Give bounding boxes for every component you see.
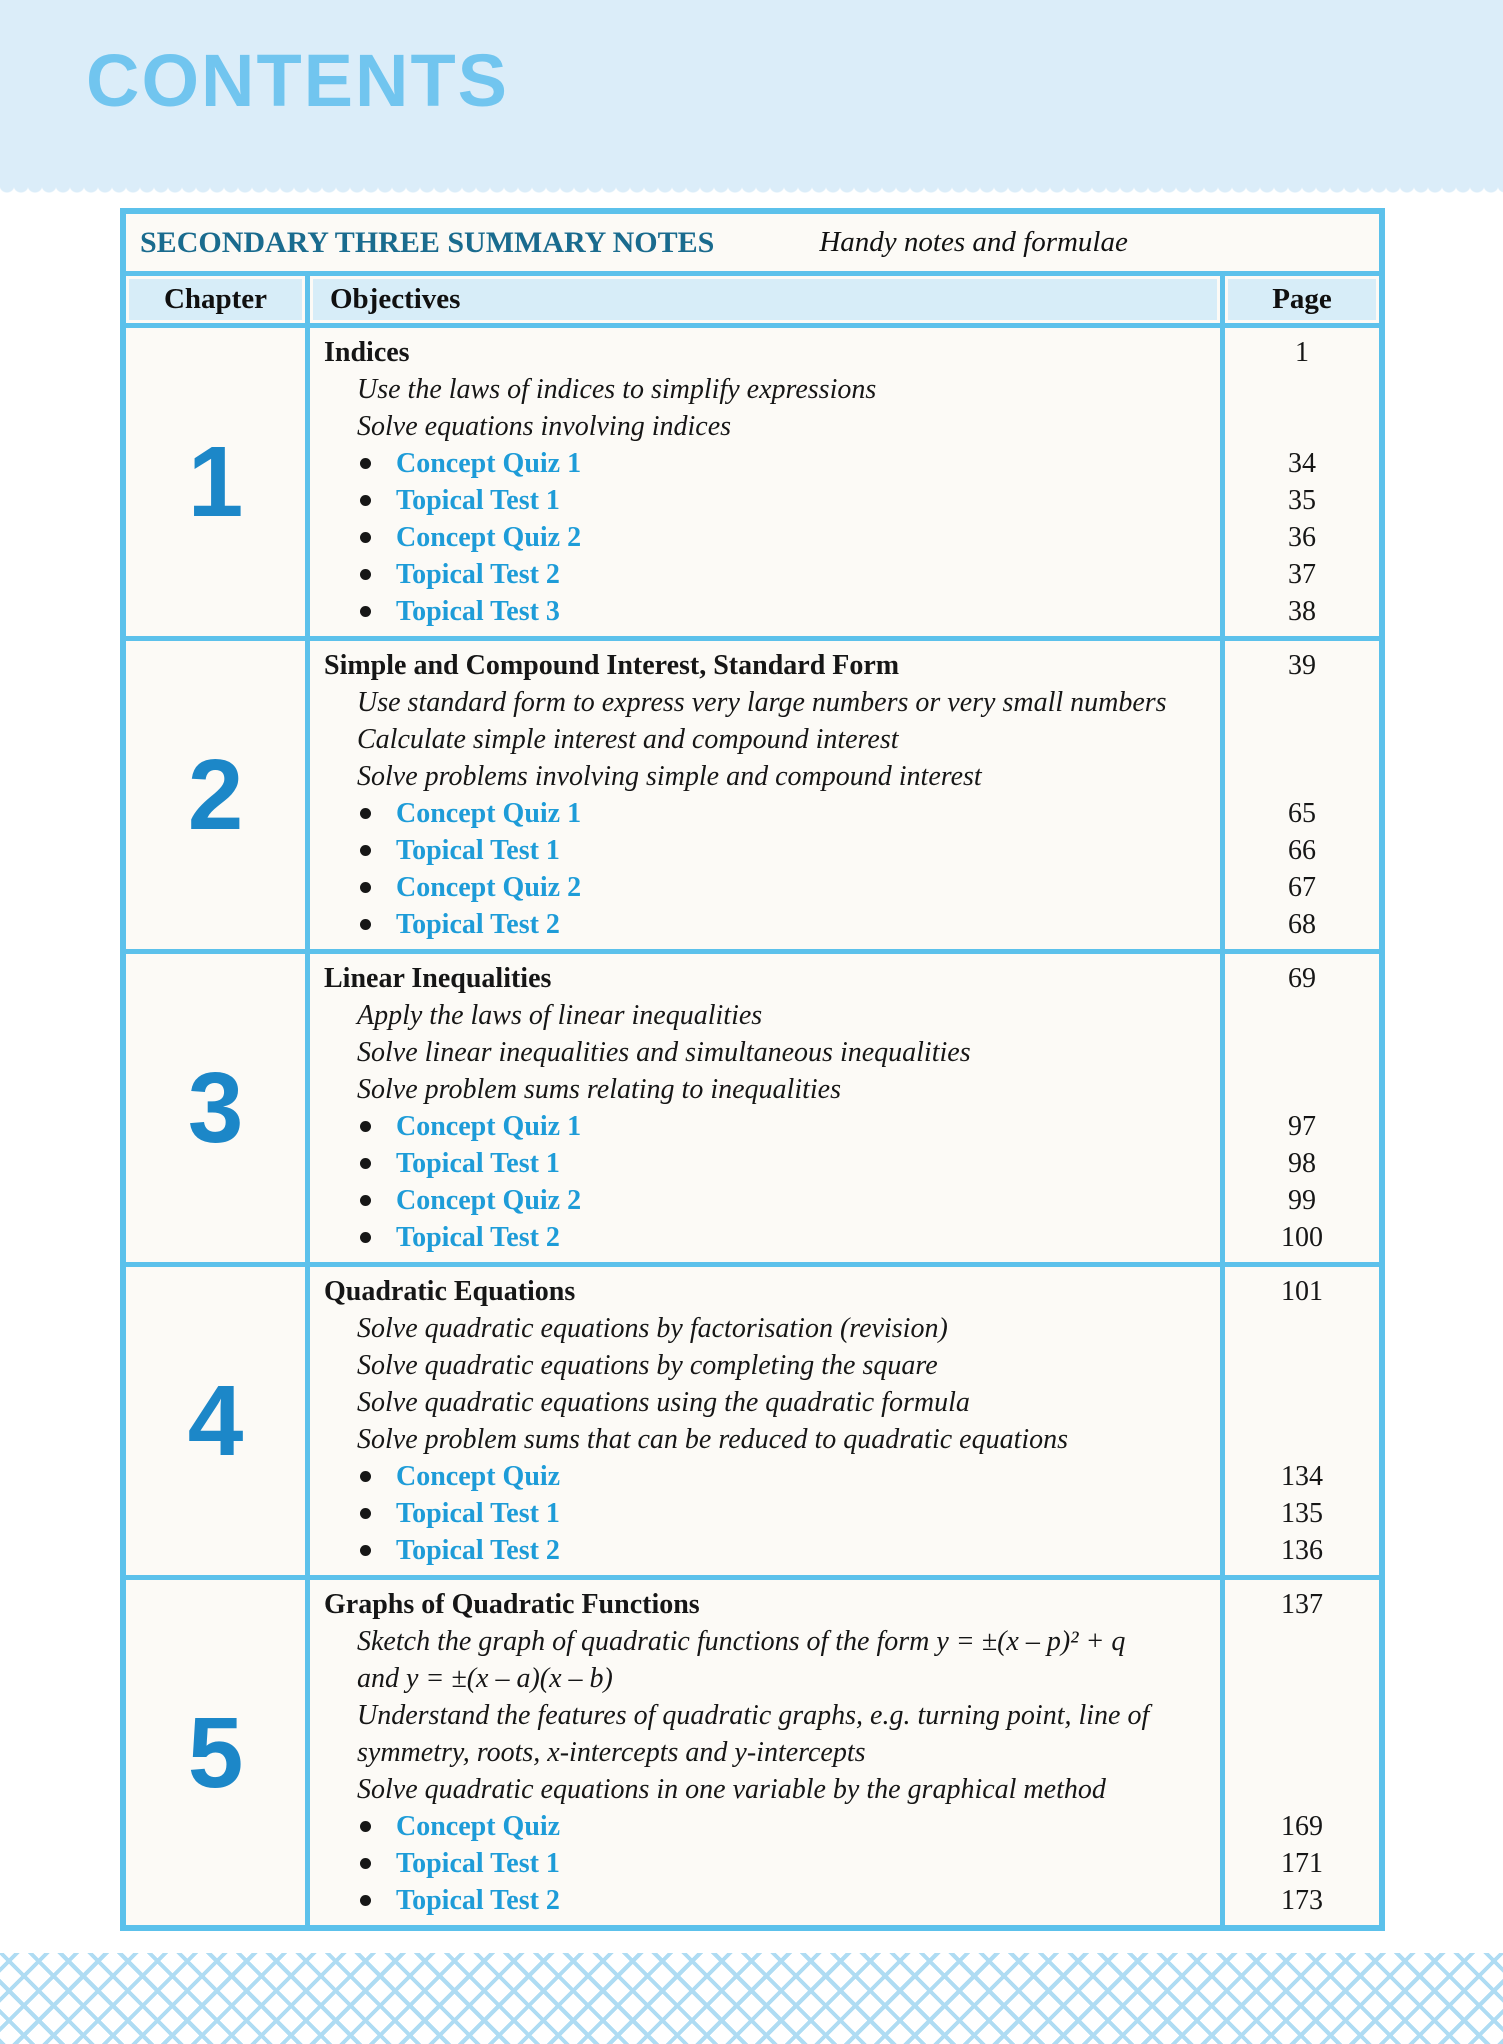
quiz-test-item: Topical Test 1	[324, 1495, 1220, 1532]
page-number: 98	[1288, 1148, 1316, 1179]
quiz-test-item: Concept Quiz 2	[324, 1182, 1220, 1219]
chapter-number-cell	[126, 1267, 310, 1575]
page-number: 38	[1288, 596, 1316, 627]
page-number	[1225, 1347, 1379, 1384]
page-number	[1225, 1071, 1379, 1108]
page-number: 134	[1281, 1461, 1323, 1492]
chapter-row	[126, 949, 1379, 1262]
page-number	[1225, 1310, 1379, 1347]
chapter-row	[126, 323, 1379, 636]
page-banner	[0, 0, 1503, 186]
objective-line: Solve quadratic equations by factorisation (revision)	[357, 1313, 948, 1344]
chapter-title: Quadratic Equations	[324, 1276, 576, 1307]
footer-lattice-pattern	[0, 1953, 1503, 2044]
table-header-row	[126, 271, 1379, 323]
page-number	[1225, 1384, 1379, 1421]
page-number: 66	[1288, 835, 1316, 866]
page-cell	[1225, 641, 1379, 949]
page-number	[1225, 1660, 1379, 1697]
page-number	[1225, 371, 1379, 408]
objective-line: Solve problem sums that can be reduced to quadratic equations	[357, 1424, 1069, 1455]
objective-line: Use standard form to express very large numbers or very small numbers	[357, 687, 1167, 718]
quiz-test-item: Topical Test 1	[324, 1145, 1220, 1182]
chapter-number-cell	[126, 954, 310, 1262]
objective-line: Understand the features of quadratic graphs, e.g. turning point, line of	[357, 1700, 1150, 1731]
chapter-title: Linear Inequalities	[324, 963, 552, 994]
page-number: 169	[1281, 1811, 1323, 1842]
chapter-number: 1	[187, 426, 244, 538]
chapter-number: 3	[187, 1052, 244, 1164]
page-number: 100	[1281, 1222, 1323, 1253]
objective-line: and y = ±(x – a)(x – b)	[357, 1663, 613, 1694]
quiz-test-item: Concept Quiz	[324, 1458, 1220, 1495]
page-number: 135	[1281, 1498, 1323, 1529]
chapter-title: Graphs of Quadratic Functions	[324, 1589, 700, 1620]
page-number: 97	[1288, 1111, 1316, 1142]
page-number	[1225, 1734, 1379, 1771]
page-number	[1225, 1771, 1379, 1808]
page-number	[1225, 997, 1379, 1034]
page-number	[1225, 721, 1379, 758]
page-number: 136	[1281, 1535, 1323, 1566]
page-cell	[1225, 954, 1379, 1262]
quiz-test-item: Topical Test 2	[324, 1882, 1220, 1919]
quiz-test-item: Concept Quiz 1	[324, 1108, 1220, 1145]
quiz-test-item: Topical Test 2	[324, 1219, 1220, 1256]
quiz-test-item: Concept Quiz 2	[324, 519, 1220, 556]
banner-scallop-edge	[0, 186, 1503, 198]
chapter-number: 2	[187, 739, 244, 851]
quiz-test-item: Concept Quiz 1	[324, 445, 1220, 482]
chapter-number-cell	[126, 641, 310, 949]
objective-line: Solve problem sums relating to inequalities	[357, 1074, 841, 1105]
objective-line: Apply the laws of linear inequalities	[357, 1000, 763, 1031]
page-cell	[1225, 1267, 1379, 1575]
quiz-test-item: Concept Quiz	[324, 1808, 1220, 1845]
page-number: 37	[1288, 559, 1316, 590]
objective-line: Solve quadratic equations using the quadratic formula	[357, 1387, 970, 1418]
page-number: 69	[1288, 963, 1316, 994]
page-number	[1225, 1623, 1379, 1660]
chapter-row	[126, 1575, 1379, 1925]
page-number: 99	[1288, 1185, 1316, 1216]
chapter-number: 4	[187, 1365, 244, 1477]
page-cell	[1225, 328, 1379, 636]
quiz-test-item: Concept Quiz 2	[324, 869, 1220, 906]
chapter-title: Indices	[324, 337, 410, 368]
quiz-test-item: Topical Test 2	[324, 1532, 1220, 1569]
page-number: 67	[1288, 872, 1316, 903]
page-number: 65	[1288, 798, 1316, 829]
quiz-test-item: Topical Test 1	[324, 1845, 1220, 1882]
objective-line: Use the laws of indices to simplify expressions	[357, 374, 877, 405]
quiz-test-item: Topical Test 2	[324, 556, 1220, 593]
page-number: 137	[1281, 1589, 1323, 1620]
page-number	[1225, 408, 1379, 445]
objective-line: Solve problems involving simple and compound interest	[357, 761, 982, 792]
series-title: SECONDARY THREE SUMMARY NOTES	[140, 225, 715, 259]
objectives-cell	[310, 641, 1225, 949]
page-number: 34	[1288, 448, 1316, 479]
objective-line: Calculate simple interest and compound interest	[357, 724, 899, 755]
quiz-test-item: Topical Test 1	[324, 482, 1220, 519]
objective-line: Solve equations involving indices	[357, 411, 732, 442]
objectives-cell	[310, 1267, 1225, 1575]
chapter-rows-container	[126, 323, 1379, 1925]
series-subtitle: Handy notes and formulae	[819, 226, 1128, 258]
chapter-number: 5	[187, 1696, 244, 1809]
page-number: 68	[1288, 909, 1316, 940]
page-number	[1225, 1034, 1379, 1071]
chapter-number-cell	[126, 328, 310, 636]
page-number: 35	[1288, 485, 1316, 516]
page-number: 1	[1295, 337, 1309, 368]
column-header-chapter: Chapter	[126, 276, 310, 323]
page-number: 36	[1288, 522, 1316, 553]
chapter-row	[126, 636, 1379, 949]
quiz-test-item: Topical Test 3	[324, 593, 1220, 630]
column-header-objectives: Objectives	[310, 276, 1225, 323]
objectives-cell	[310, 1580, 1225, 1925]
page-number	[1225, 1421, 1379, 1458]
quiz-test-item: Topical Test 1	[324, 832, 1220, 869]
column-header-page: Page	[1225, 276, 1379, 323]
objective-line: symmetry, roots, x-intercepts and y-intercepts	[357, 1737, 866, 1768]
chapter-row	[126, 1262, 1379, 1575]
table-title-row	[126, 214, 1379, 271]
contents-table	[120, 208, 1385, 1931]
objective-line: Solve linear inequalities and simultaneous inequalities	[357, 1037, 971, 1068]
objective-line: Solve quadratic equations in one variable by the graphical method	[357, 1774, 1106, 1805]
page-number: 39	[1288, 650, 1316, 681]
page-number	[1225, 758, 1379, 795]
quiz-test-item: Topical Test 2	[324, 906, 1220, 943]
page-cell	[1225, 1580, 1379, 1925]
page-number	[1225, 1697, 1379, 1734]
page-title: CONTENTS	[86, 39, 509, 122]
objective-line: Sketch the graph of quadratic functions of the form y = ±(x – p)² + q	[357, 1626, 1126, 1657]
objectives-cell	[310, 954, 1225, 1262]
page-number: 171	[1281, 1848, 1323, 1879]
chapter-number-cell	[126, 1580, 310, 1925]
page-number: 101	[1281, 1276, 1323, 1307]
chapter-title: Simple and Compound Interest, Standard Form	[324, 650, 900, 681]
objective-line: Solve quadratic equations by completing the square	[357, 1350, 938, 1381]
quiz-test-item: Concept Quiz 1	[324, 795, 1220, 832]
page-number	[1225, 684, 1379, 721]
objectives-cell	[310, 328, 1225, 636]
page-number: 173	[1281, 1885, 1323, 1916]
